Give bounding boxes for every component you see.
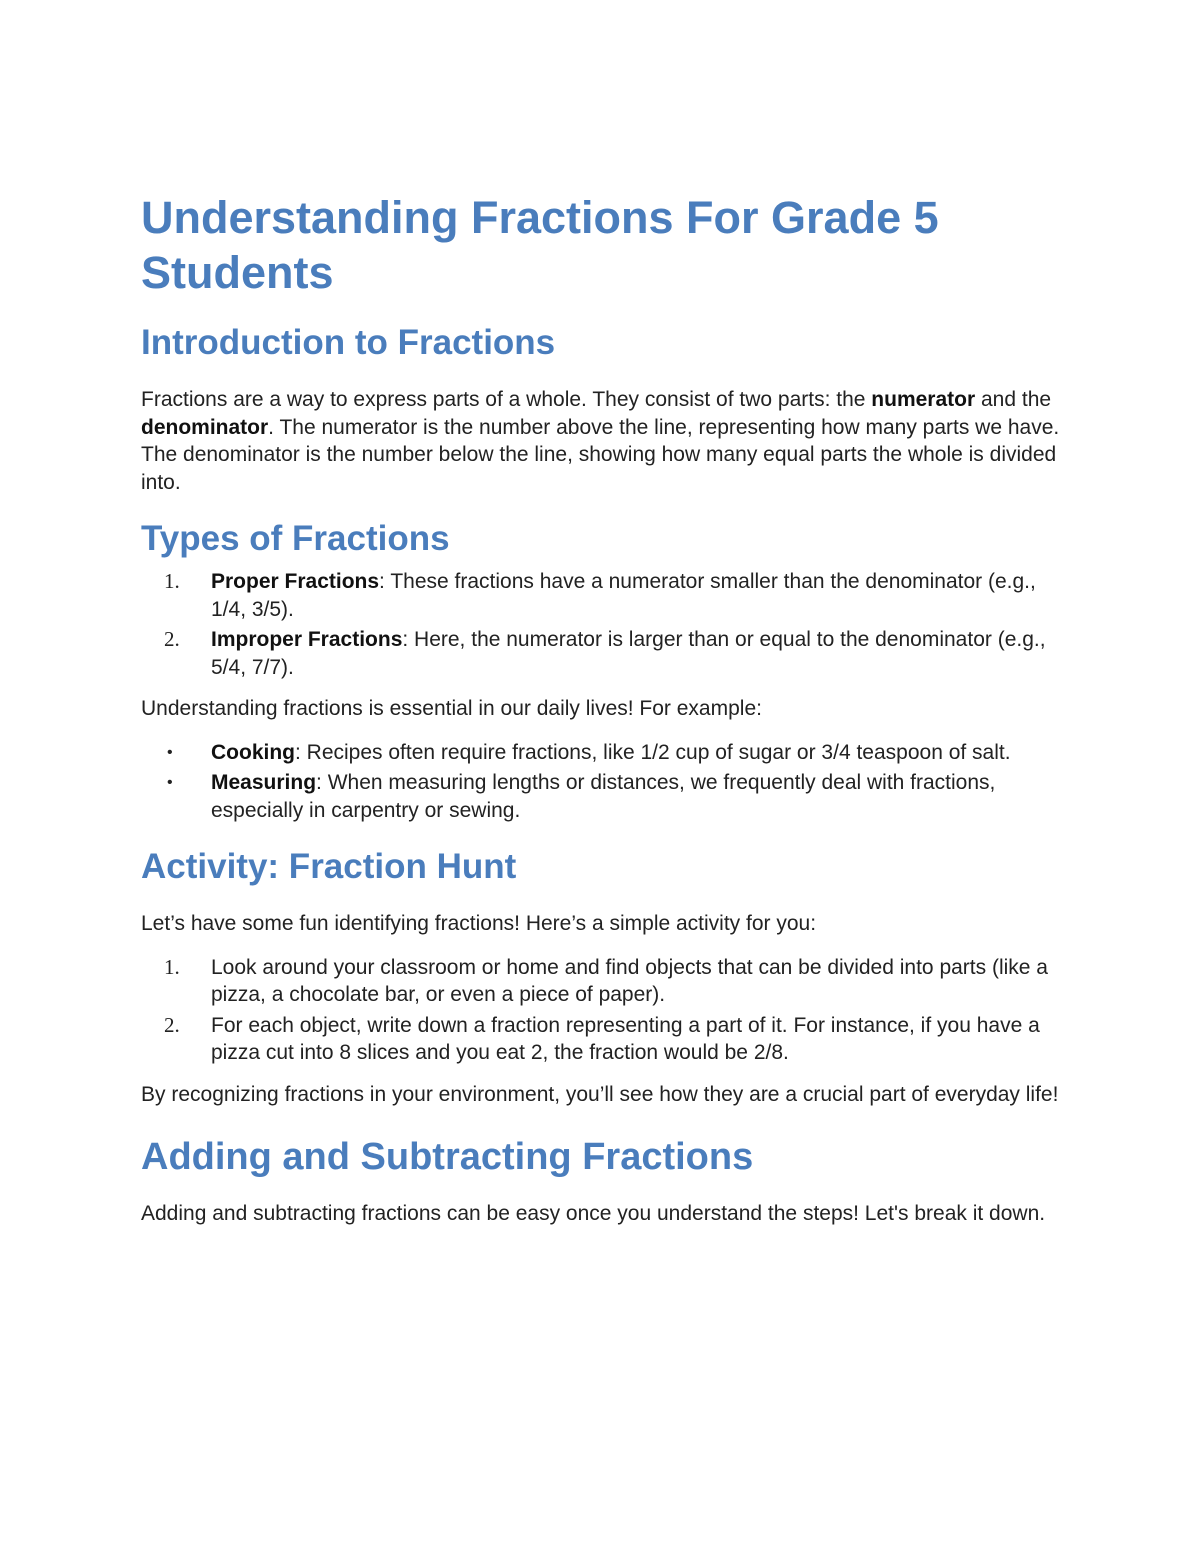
bullet-icon: • [167,774,173,791]
heading-types: Types of Fractions [141,519,450,558]
list-item [141,626,1070,681]
activity-steps-list [141,954,1070,1067]
list-item [141,954,1070,1009]
adding-paragraph: Adding and subtracting fractions can be easy once you understand the steps! Let's break it down. [141,1202,1046,1225]
heading-activity: Activity: Fraction Hunt [141,847,517,886]
intro-text-1: Fractions are a way to express parts of a whole. They consist of two parts: the [141,388,872,411]
list-number: 2. [164,1012,180,1037]
activity-closing: By recognizing fractions in your environment, you’ll see how they are a crucial part of everyday life! [141,1082,1059,1106]
list-item-text: For each object, write down a fraction representing a part of it. For instance, if you have a pizza cut into 8 slices and you eat 2, the fraction would be 2/8. [211,1013,1040,1064]
list-item-text: Look around your classroom or home and find objects that can be divided into parts (like a pizza, a chocolate bar, or even a piece of paper). [211,955,1048,1006]
intro-paragraph [141,386,1070,496]
list-item-text: : Recipes often require fractions, like 1/2 cup of sugar or 3/4 teaspoon of salt. [295,740,1011,764]
list-item-text: : Here, the numerator is larger than or equal to the denominator (e.g., 5/4, 7/7). [211,628,1046,679]
list-item [141,568,1070,623]
daily-lives-paragraph: Understanding fractions is essential in our daily lives! For example: [141,697,762,720]
term-cooking: Cooking [211,740,295,764]
list-number: 2. [164,627,180,651]
term-measuring: Measuring [211,771,317,794]
heading-introduction: Introduction to Fractions [141,323,556,362]
list-number: 1. [164,569,180,593]
intro-text-3: . The numerator is the number above the line, representing how many parts we have. The denominator is the number below the line, showing how many equal parts the whole is divided into. [141,415,1060,494]
list-item [141,1012,1070,1067]
activity-lead: Let’s have some fun identifying fractions! Here’s a simple activity for you: [141,912,817,935]
term-improper-fractions: Improper Fractions [211,628,403,651]
types-list [141,568,1070,681]
list-item [141,739,1070,767]
heading-adding-subtracting: Adding and Subtracting Fractions [141,1136,754,1178]
list-number: 1. [164,954,180,979]
list-item-text: : When measuring lengths or distances, we frequently deal with fractions, especially in carpentry or sewing. [211,771,996,822]
list-item-text: : These fractions have a numerator smaller than the denominator (e.g., 1/4, 3/5). [211,570,1036,621]
bold-denominator: denominator [141,415,269,439]
term-proper-fractions: Proper Fractions [211,570,380,593]
intro-text-2: and the [975,388,1052,411]
bullet-icon: • [167,743,173,761]
bold-numerator: numerator [871,388,976,411]
list-item [141,769,1070,824]
examples-list [141,739,1070,825]
document-title: Understanding Fractions For Grade 5 Students [141,192,939,298]
